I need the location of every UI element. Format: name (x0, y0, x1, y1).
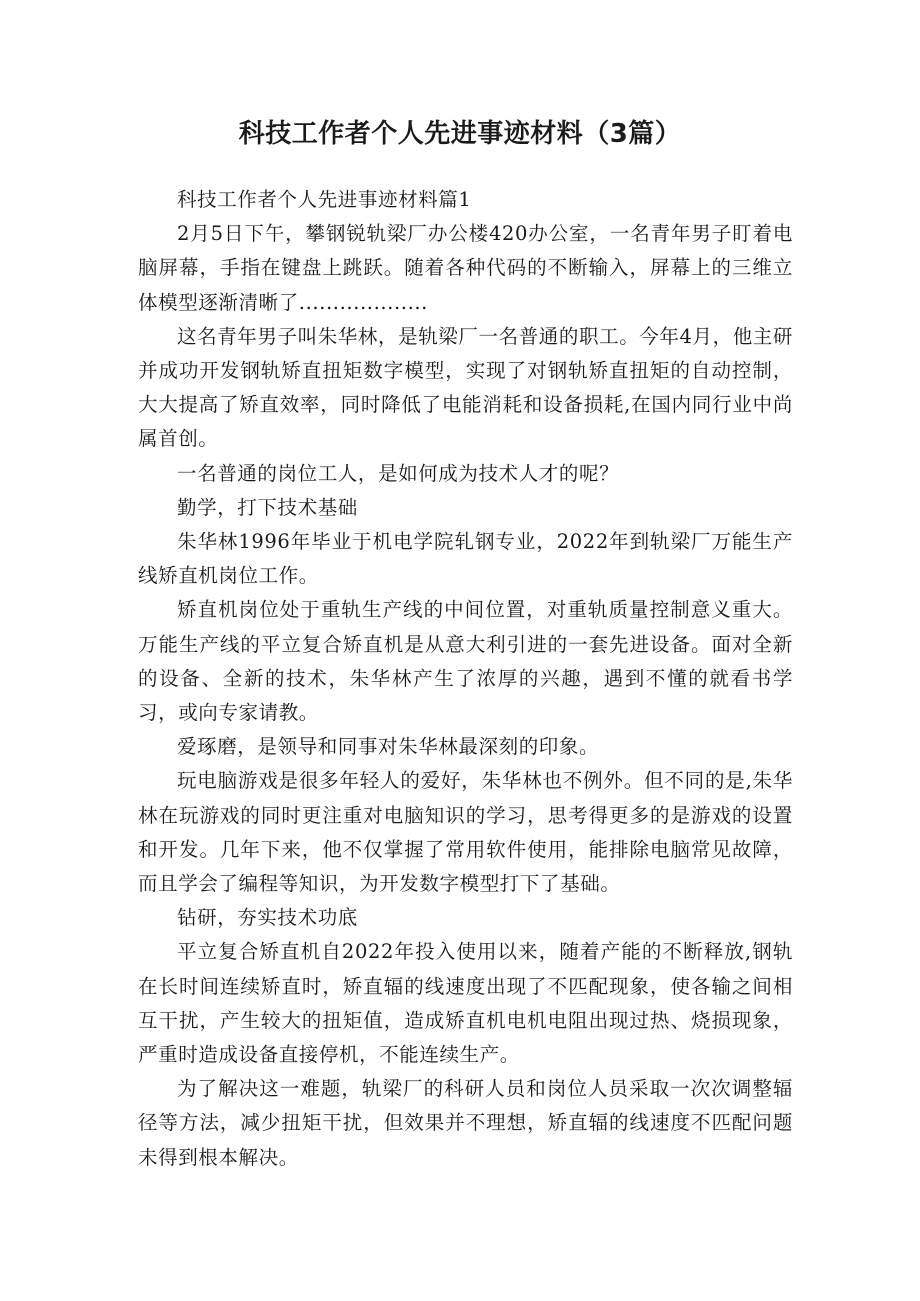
paragraph: 2月5日下午，攀钢锐轨梁厂办公楼420办公室，一名青年男子盯着电脑屏幕，手指在键盘上跳跃。随着各种代码的不断输入，屏幕上的三维立体模型逐渐清晰了................... (138, 222, 793, 314)
section-heading: 科技工作者个人先进事迹材料篇1 (177, 188, 472, 211)
document-body (138, 183, 793, 1175)
paragraph: 矫直机岗位处于重轨生产线的中间位置，对重轨质量控制意义重大。万能生产线的平立复合矫直机是从意大利引进的一套先进设备。面对全新的设备、全新的技术，朱华林产生了浓厚的兴趣，遇到不懂的就看书学习，或向专家请教。 (138, 598, 793, 725)
paragraph: 朱华林1996年毕业于机电学院轧钢专业，2022年到轨梁厂万能生产线矫直机岗位工作。 (138, 530, 793, 588)
paragraph: 一名普通的岗位工人，是如何成为技术人才的呢？ (177, 461, 620, 485)
subheading: 勤学，打下技术基础 (177, 495, 358, 519)
document-title: 科技工作者个人先进事迹材料（3篇） (238, 119, 682, 149)
subheading: 钻研，夯实技术功底 (177, 906, 358, 930)
paragraph: 平立复合矫直机自2022年投入使用以来，随着产能的不断释放,钢轨在长时间连续矫直时，矫直辐的线速度出现了不匹配现象，使各输之间相互干扰，产生较大的扭矩值，造成矫直机电机电阻出现过热、烧损现象，严重时造成设备直接停机，不能连续生产。 (138, 940, 793, 1067)
paragraph: 爱琢磨，是领导和同事对朱华林最深刻的印象。 (177, 735, 600, 759)
paragraph: 这名青年男子叫朱华林，是轨梁厂一名普通的职工。今年4月，他主研并成功开发钢轨矫直扭矩数字模型，实现了对钢轨矫直扭矩的自动控制，大大提高了矫直效率，同时降低了电能消耗和设备损耗,在国内同行业中尚属首创。 (138, 324, 794, 451)
paragraph: 为了解决这一难题，轨梁厂的科研人员和岗位人员采取一次次调整辐径等方法，减少扭矩干扰，但效果并不理想，矫直辐的线速度不匹配问题未得到根本解决。 (138, 1077, 793, 1169)
paragraph: 玩电脑游戏是很多年轻人的爱好，朱华林也不例外。但不同的是,朱华林在玩游戏的同时更注重对电脑知识的学习，思考得更多的是游戏的设置和开发。几年下来，他不仅掌握了常用软件使用，能排除电脑常见故障，而且学会了编程等知识，为开发数字模型打下了基础。 (138, 769, 793, 896)
